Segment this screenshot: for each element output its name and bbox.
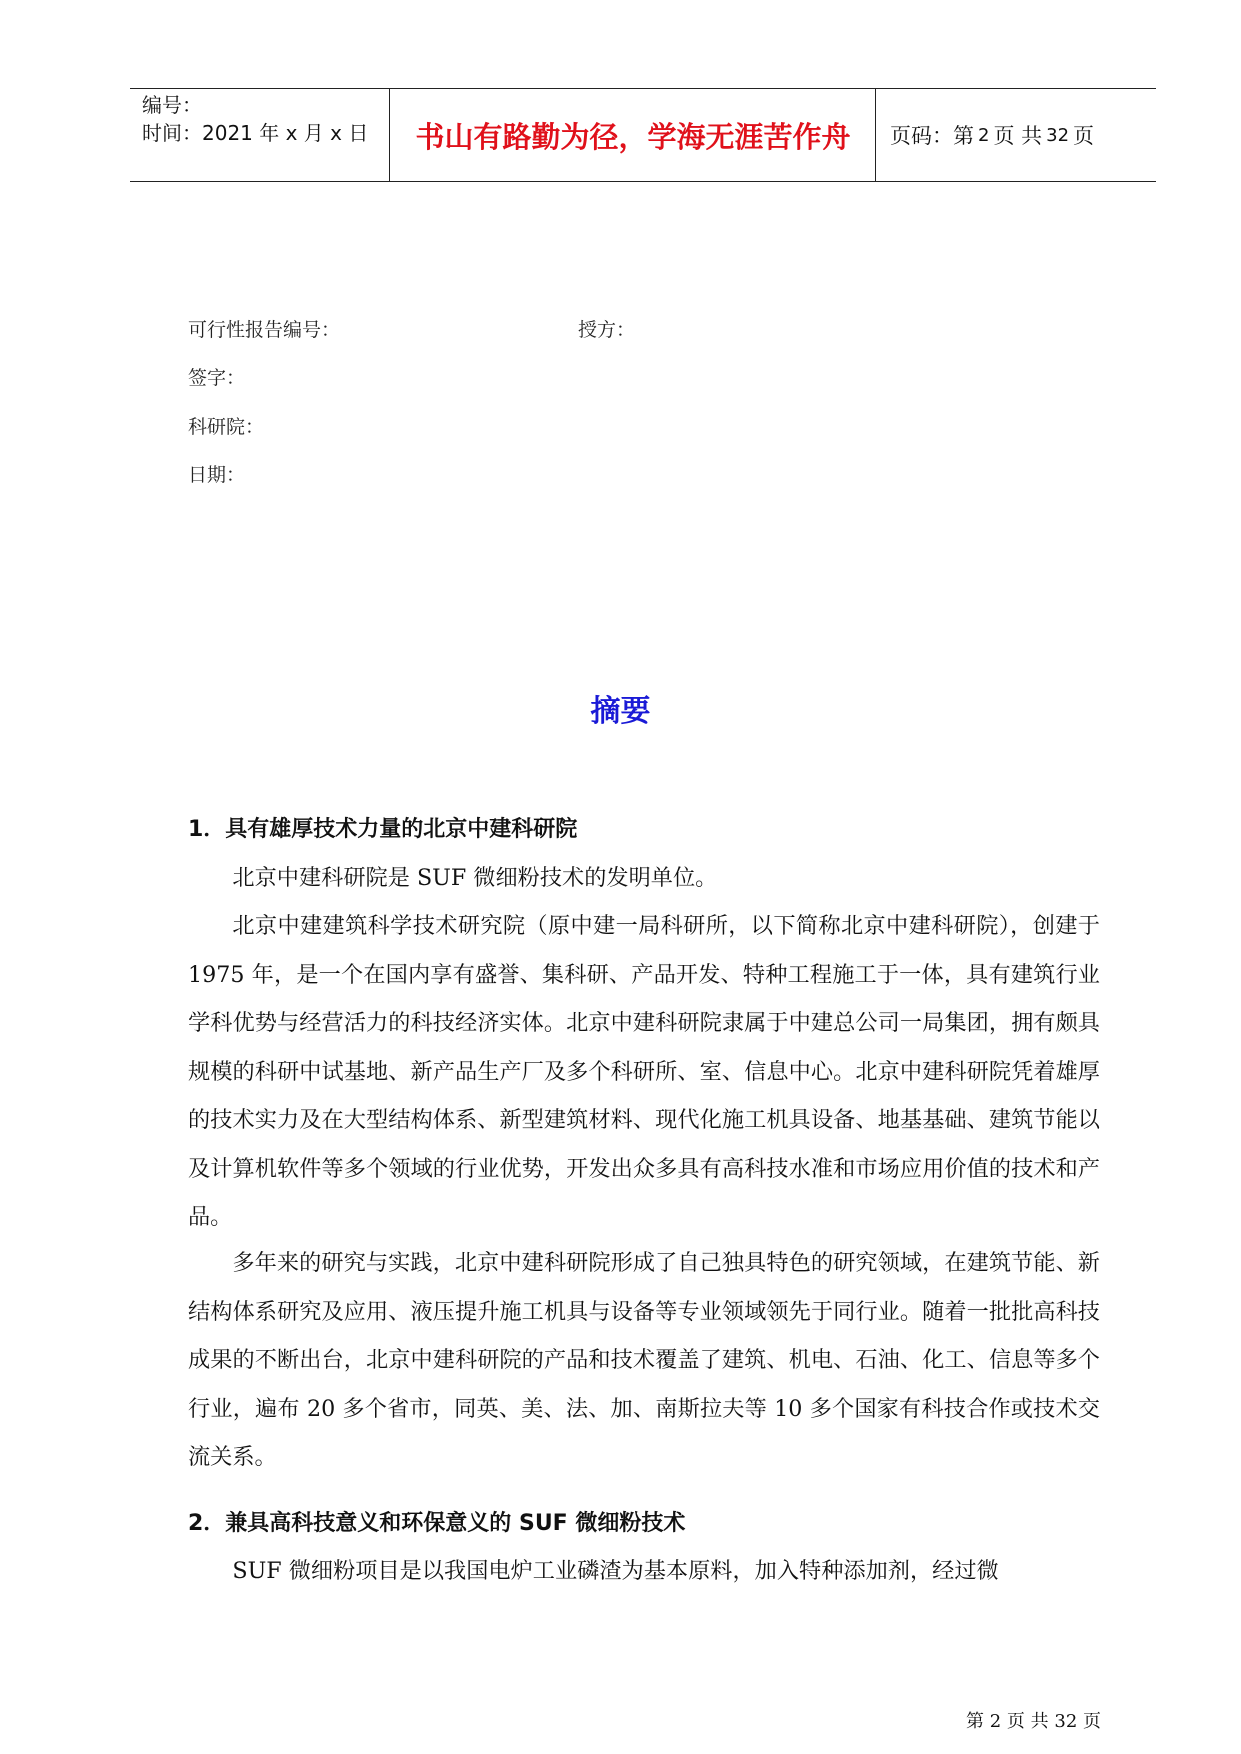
header-info-cell [130,89,390,181]
report-number-label: 可行性报告编号： [188,319,341,341]
grantor-label: 授方： [578,319,636,341]
section-heading-2: 2．兼具高科技意义和环保意义的 SUF 微细粉技术 [188,1511,686,1536]
header-motto: 书山有路勤为径，学海无涯苦作舟 [391,89,876,181]
page-title: 摘要 [590,694,651,729]
header-page-number [876,89,1156,181]
paragraph: 北京中建科研院是 SUF 微细粉技术的发明单位。 [232,865,718,891]
page-total: 32 [1046,124,1070,146]
paragraph: 多年来的研究与实践，北京中建科研院形成了自己独具特色的研究领域，在建筑节能、新结构体系研究及应用、液压提升施工机具与设备等专业领域领先于同行业。随着一批批高科技成果的不断出台，北京中建科研院的产品和技术覆盖了建筑、机电、石油、化工、信息等多个行业，遍布 20 多个省市，同英、美、法、加、南斯拉夫等 10 多个国家有科技合作或技术交流关系。 [188,1250,1100,1470]
header-time-label: 时间：2021 年 x 月 x 日 [142,121,369,145]
page-prefix: 页码：第 [890,124,974,148]
page-suffix: 页 [1073,124,1095,148]
page-current: 2 [978,124,990,146]
signature-label: 签字： [188,367,246,389]
paragraph: 北京中建建筑科学技术研究院（原中建一局科研所，以下简称北京中建科研院），创建于 1975 年，是一个在国内享有盛誉、集科研、产品开发、特种工程施工于一体，具有建筑行业学科优势与经营活力的科技经济实体。北京中建科研院隶属于中建总公司一局集团，拥有颇具规模的科研中试基地、新产品生产厂及多个科研所、室、信息中心。北京中建科研院凭着雄厚的技术实力及在大型结构体系、新型建筑材料、现代化施工机具设备、地基基础、建筑节能以及计算机软件等多个领域的行业优势，开发出众多具有高科技水准和市场应用价值的技术和产品。 [188,913,1100,1230]
institute-label: 科研院： [188,416,265,438]
section-heading-1: 1．具有雄厚技术力量的北京中建科研院 [188,817,578,842]
paragraph: SUF 微细粉项目是以我国电炉工业磷渣为基本原料，加入特种添加剂，经过微 [232,1558,999,1584]
header-number-label: 编号： [142,93,202,117]
page-footer: 第 2 页 共 32 页 [966,1711,1101,1732]
page-header [130,88,1156,182]
date-label: 日期： [188,464,246,486]
page-mid: 页 共 [993,124,1043,148]
